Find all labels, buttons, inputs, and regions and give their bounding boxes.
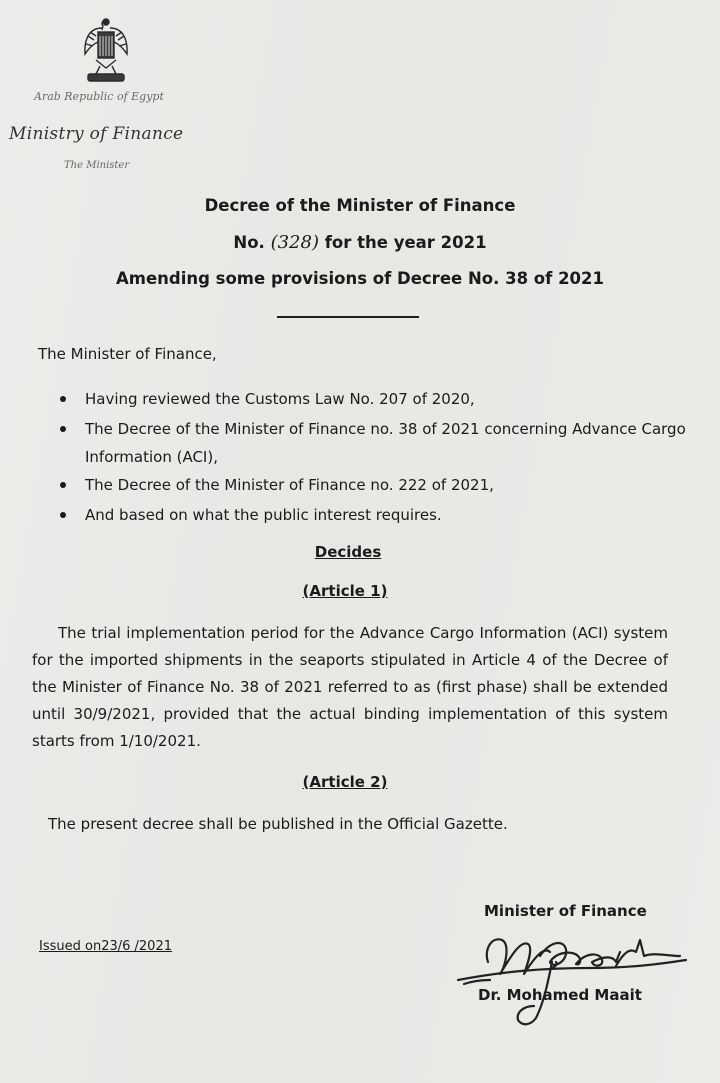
signatory-name: Dr. Mohamed Maait xyxy=(478,986,642,1004)
preamble-intro: The Minister of Finance, xyxy=(38,345,217,363)
list-item xyxy=(60,471,690,499)
egypt-eagle-emblem-icon xyxy=(80,14,132,86)
article1-heading-text: (Article 1) xyxy=(302,582,388,600)
letterhead-republic: Arab Republic of Egypt xyxy=(34,90,164,103)
bullet-icon xyxy=(60,426,66,432)
decides-heading-text: Decides xyxy=(314,543,382,561)
list-item-text: The Decree of the Minister of Finance no. 38 of 2021 concerning Advance Cargo Information (ACI), xyxy=(85,420,686,466)
title-divider xyxy=(277,316,419,318)
list-item-text: And based on what the public interest requires. xyxy=(85,506,442,524)
decree-number: (328) xyxy=(270,232,319,253)
list-item xyxy=(60,385,690,413)
decides-heading xyxy=(0,543,708,561)
decree-number-line xyxy=(0,232,720,253)
preamble-list xyxy=(60,385,690,529)
issued-date: Issued on23/6 /2021 xyxy=(39,939,172,954)
bullet-icon xyxy=(60,482,66,488)
decree-year: for the year 2021 xyxy=(318,233,487,252)
letterhead-ministry: Ministry of Finance xyxy=(9,124,184,144)
article1-text: The trial implementation period for the Advance Cargo Information (ACI) system for the imported shipments in the seaports stipulated in Article 4 of the Decree of the Minister of Finance No. 38 of 2021 referred to as (first phase) shall be extended until 30/9/2021, provided that the actual binding implementation of this system starts from 1/10/2021. xyxy=(32,624,668,750)
article1-heading xyxy=(0,582,705,600)
decree-title: Decree of the Minister of Finance xyxy=(204,196,516,215)
list-item-text: The Decree of the Minister of Finance no. 222 of 2021, xyxy=(85,476,494,494)
list-item-text: Having reviewed the Customs Law No. 207 of 2020, xyxy=(85,390,475,408)
article2-heading xyxy=(0,773,705,791)
list-item xyxy=(60,501,690,529)
decree-number-prefix: No. xyxy=(233,233,271,252)
signatory-title: Minister of Finance xyxy=(484,902,647,920)
handwritten-signature xyxy=(440,922,690,1032)
decree-subject: Amending some provisions of Decree No. 38 of 2021 xyxy=(115,269,604,288)
letterhead-minister: The Minister xyxy=(64,160,130,171)
list-item xyxy=(60,415,690,471)
article2-heading-text: (Article 2) xyxy=(302,773,388,791)
article2-text: The present decree shall be published in the Official Gazette. xyxy=(48,815,508,833)
bullet-icon xyxy=(60,396,66,402)
bullet-icon xyxy=(60,512,66,518)
